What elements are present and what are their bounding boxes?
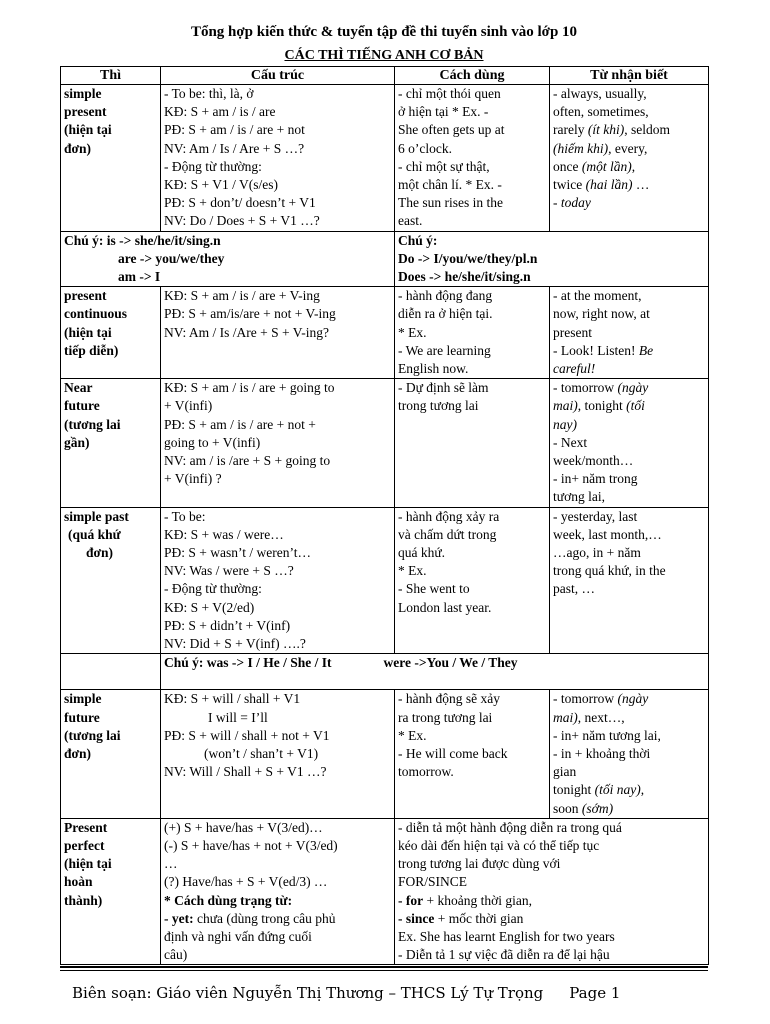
signals-simple-future: - tomorrow (ngày mai), next…, - in+ năm tương lai, - in + khoảng thời gian tonight (tối nay), soon (sớm) <box>550 690 709 818</box>
table-row <box>61 690 709 818</box>
usage-simple-past: - hành động xảy ra và chấm dứt trong quá khứ. * Ex. - She went to London last year. <box>395 507 550 654</box>
page-number: Page 1 <box>569 984 621 1002</box>
table-row-note <box>61 231 709 287</box>
usage-near-future: - Dự định sẽ làm trong tương lai <box>395 379 550 507</box>
tense-name-simple-present: simple present (hiện tại đơn) <box>61 85 161 232</box>
table-row <box>61 507 709 654</box>
structure-simple-present: - To be: thì, là, ở KĐ: S + am / is / are PĐ: S + am / is / are + not NV: Am / Is / Are + S …? - Động từ thường: KĐ: S + V1 / V(s/es) PĐ: S + don’t/ doesn’t + V1 NV: Do / Does + S + V1 …? <box>161 85 395 232</box>
table-row <box>61 287 709 379</box>
usage-simple-future: - hành động sẽ xảy ra trong tương lai * Ex. - He will come back tomorrow. <box>395 690 550 818</box>
signals-simple-past: - yesterday, last week, last month,… …ago, in + năm trong quá khứ, in the past, … <box>550 507 709 654</box>
note-do-does: Chú ý: Do -> I/you/we/they/pl.n Does -> he/she/it/sing.n <box>395 231 709 287</box>
footer-divider <box>60 966 708 968</box>
table-row <box>61 818 709 965</box>
tense-name-present-perfect: Present perfect (hiện tại hoàn thành) <box>61 818 161 965</box>
structure-present-perfect: (+) S + have/has + V(3/ed)… (-) S + have/has + not + V(3/ed) … (?) Have/has + S + V(ed/3) … * Cách dùng trạng từ: - yet: chưa (dùng trong câu phủ định và nghi vấn đứng cuối câu) <box>161 818 395 965</box>
signals-simple-present: - always, usually, often, sometimes, rarely (ít khi), seldom (hiếm khi), every, once (một lần), twice (hai lần) … - today <box>550 85 709 232</box>
tense-table <box>60 66 709 965</box>
note-empty-cell <box>61 654 161 690</box>
usage-present-continuous: - hành động đang diễn ra ở hiện tại. * Ex. - We are learning English now. <box>395 287 550 379</box>
usage-present-perfect: - diễn tả một hành động diễn ra trong quá kéo dài đến hiện tại và có thể tiếp tục trong tương lai được dùng với FOR/SINCE - for + khoảng thời gian, - since + mốc thời gian Ex. She has learnt English for two years - Diễn tả 1 sự việc đã diễn ra để lại hậu <box>395 818 709 965</box>
table-header-row <box>61 67 709 85</box>
column-header-signals: Từ nhận biết <box>550 67 709 85</box>
signals-near-future: - tomorrow (ngày mai), tonight (tối nay) - Next week/month… - in+ năm trong tương lai, <box>550 379 709 507</box>
tense-name-simple-past: simple past (quá khứ đơn) <box>61 507 161 654</box>
page-footer <box>72 984 620 1002</box>
column-header-usage: Cách dùng <box>395 67 550 85</box>
column-header-tense: Thì <box>61 67 161 85</box>
document-header: Tổng hợp kiến thức & tuyển tập đề thi tuyển sinh vào lớp 10 <box>190 24 578 40</box>
footer-divider-thin <box>60 970 708 971</box>
structure-near-future: KĐ: S + am / is / are + going to + V(infi) PĐ: S + am / is / are + not + going to + V(infi) NV: am / is /are + S + going to + V(infi) ? <box>161 379 395 507</box>
structure-present-continuous: KĐ: S + am / is / are + V-ing PĐ: S + am/is/are + not + V-ing NV: Am / Is /Are + S + V-ing? <box>161 287 395 379</box>
tense-name-present-continuous: present continuous (hiện tại tiếp diễn) <box>61 287 161 379</box>
structure-simple-past: - To be: KĐ: S + was / were… PĐ: S + wasn’t / weren’t… NV: Was / were + S …? - Động từ thường: KĐ: S + V(2/ed) PĐ: S + didn’t + V(inf) NV: Did + S + V(inf) ….? <box>161 507 395 654</box>
tense-name-near-future: Near future (tương lai gần) <box>61 379 161 507</box>
tense-name-simple-future: simple future (tương lai đơn) <box>61 690 161 818</box>
column-header-structure: Cấu trúc <box>161 67 395 85</box>
table-row-note <box>61 654 709 690</box>
structure-simple-future: KĐ: S + will / shall + V1 I will = I’ll PĐ: S + will / shall + not + V1 (won’t / shan’t + V1) NV: Will / Shall + S + V1 …? <box>161 690 395 818</box>
section-title: CÁC THÌ TIẾNG ANH CƠ BẢN <box>284 48 484 63</box>
signals-present-continuous: - at the moment, now, right now, at present - Look! Listen! Be careful! <box>550 287 709 379</box>
note-was-were: Chú ý: was -> I / He / She / It were ->You / We / They <box>161 654 709 690</box>
table-row <box>61 379 709 507</box>
table-row <box>61 85 709 232</box>
footer-author: Biên soạn: Giáo viên Nguyễn Thị Thương – THCS Lý Tự Trọng <box>72 984 544 1002</box>
note-to-be: Chú ý: is -> she/he/it/sing.n are -> you/we/they am -> I <box>61 231 395 287</box>
usage-simple-present: - chỉ một thói quen ở hiện tại * Ex. - She often gets up at 6 o’clock. - chỉ một sự thật, một chân lí. * Ex. - The sun rises in the east. <box>395 85 550 232</box>
